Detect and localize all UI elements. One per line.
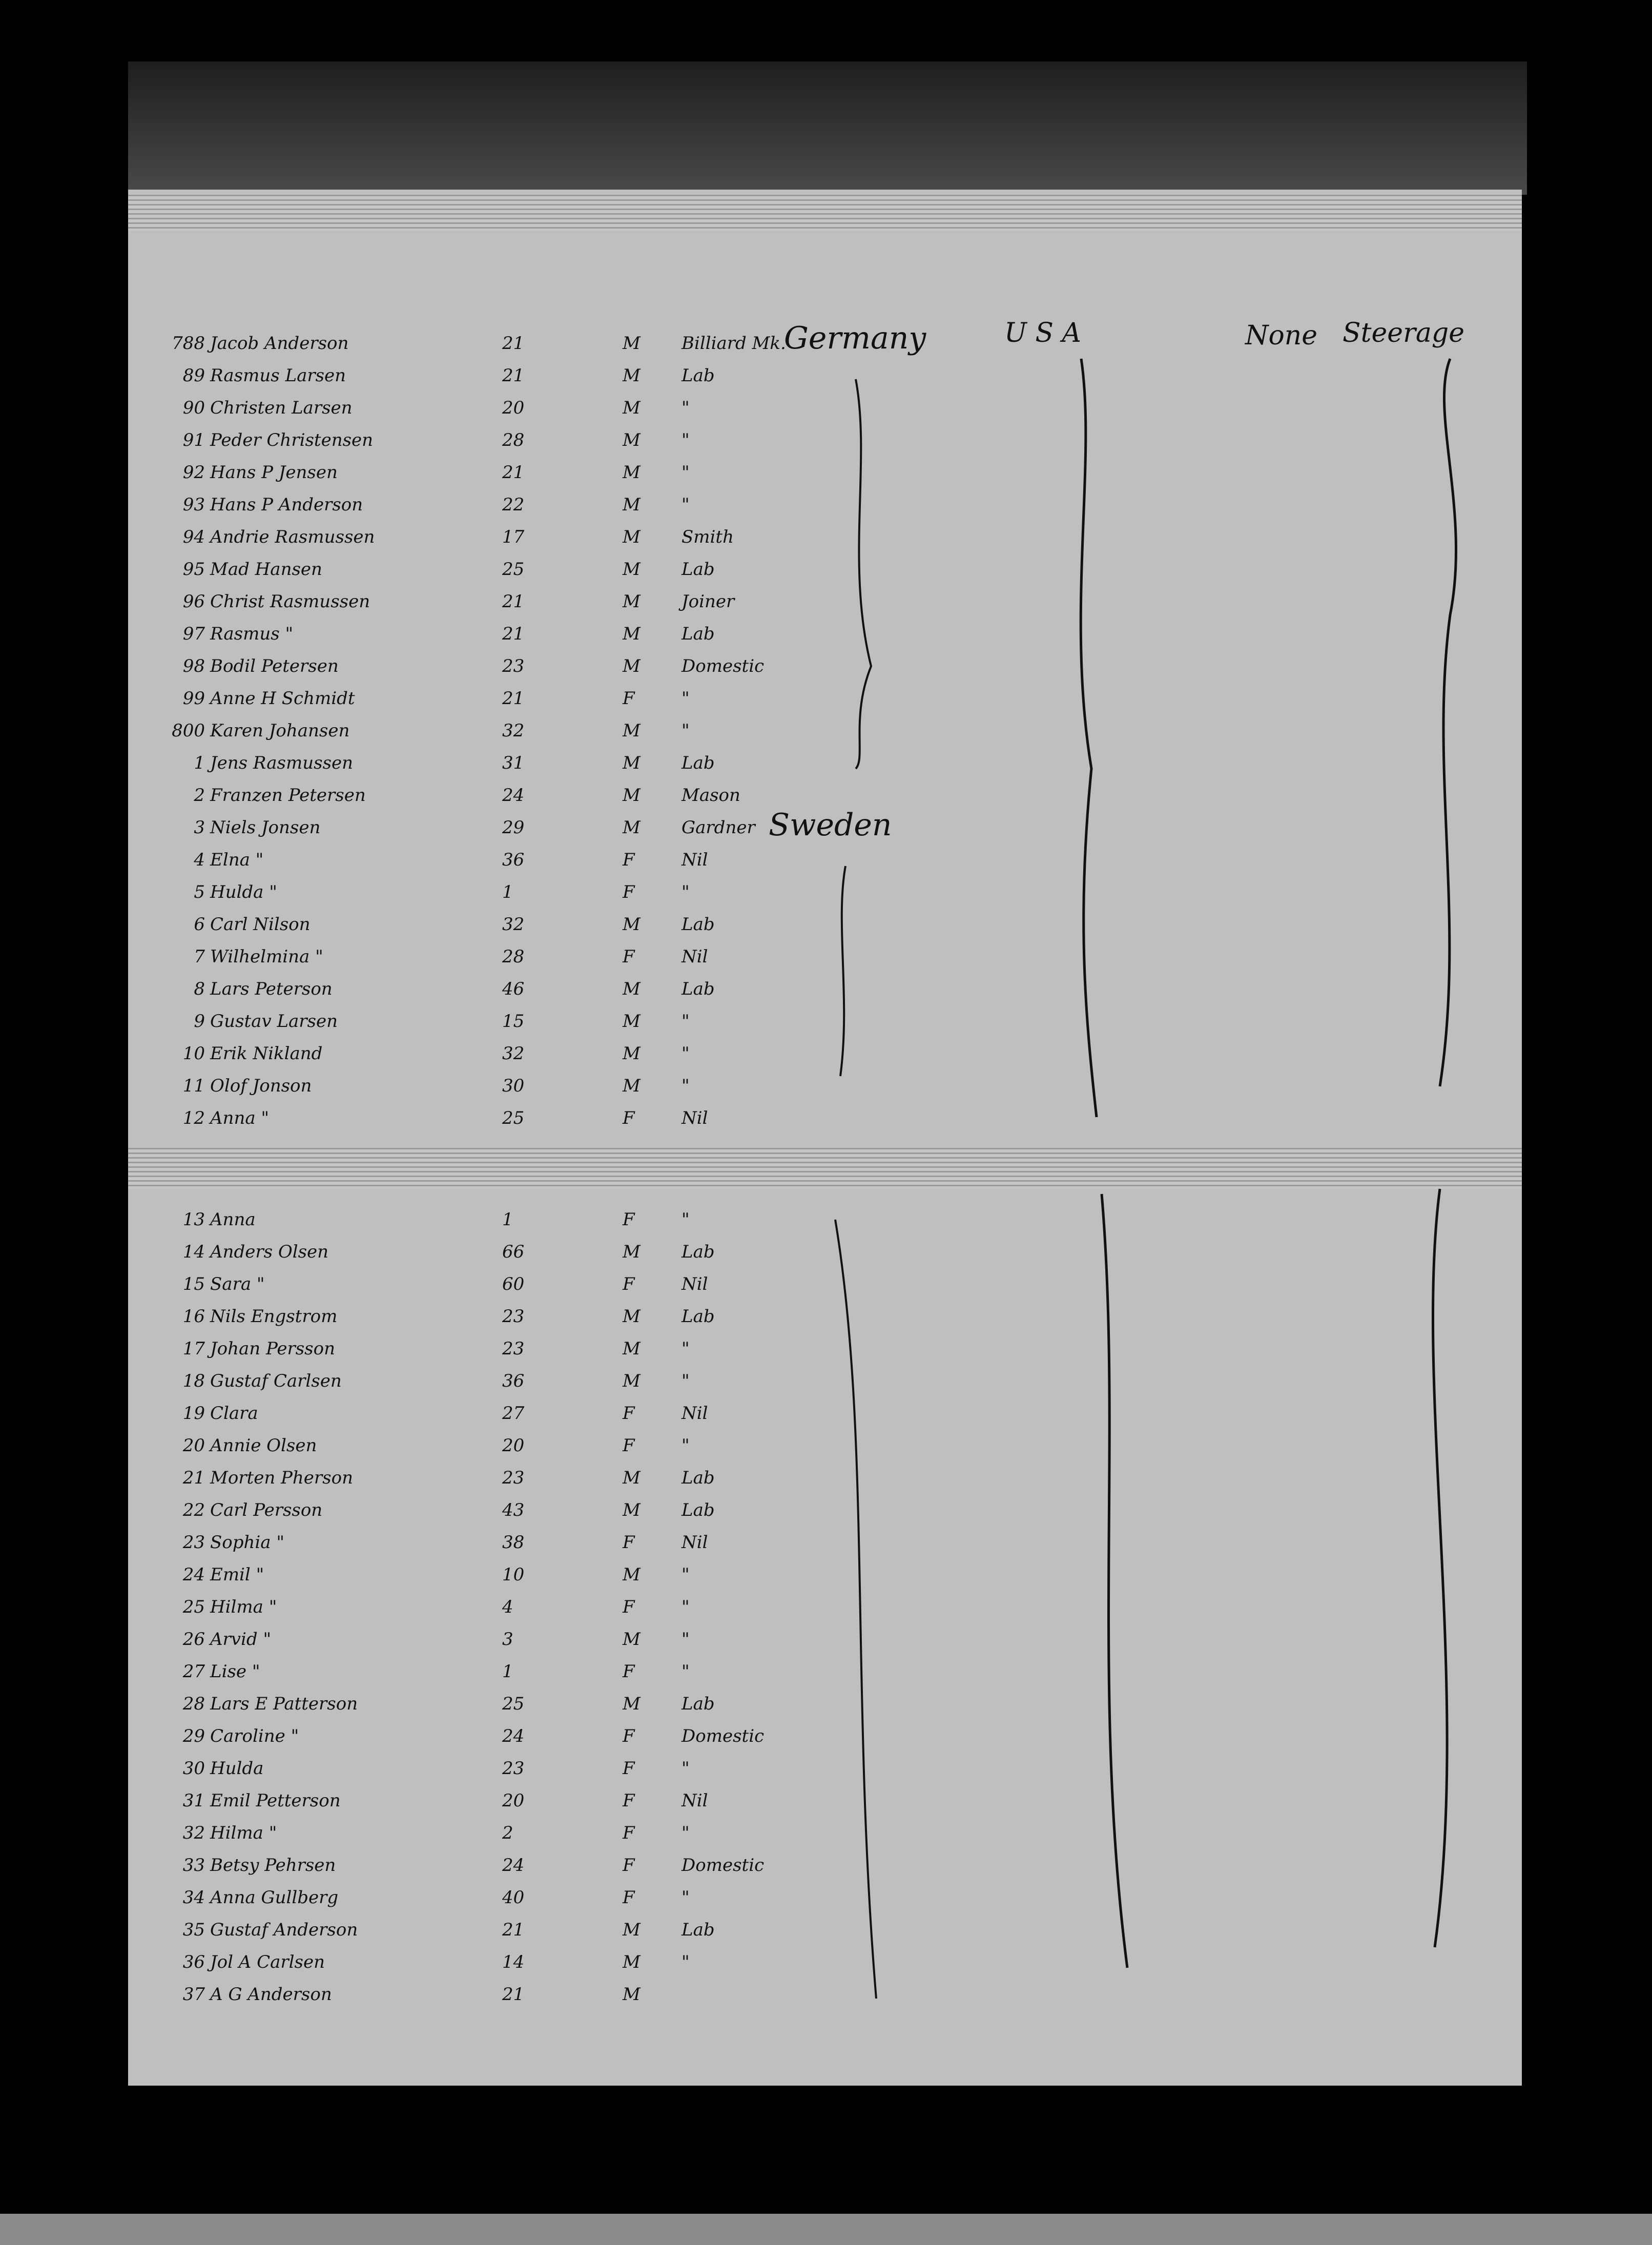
passenger-num: 99 <box>182 688 205 709</box>
passenger-sex: M <box>623 1629 641 1650</box>
country-germany: Germany <box>784 320 926 356</box>
passenger-occ: " <box>682 1597 690 1617</box>
passenger-occ: Nil <box>682 1532 708 1553</box>
passenger-sex: F <box>623 1597 635 1617</box>
passenger-occ: Lab <box>682 1468 715 1488</box>
passenger-occ: Mason <box>682 785 740 806</box>
passenger-num: 93 <box>182 495 205 515</box>
passenger-age: 24 <box>502 1726 525 1746</box>
passenger-occ: " <box>682 1758 690 1779</box>
passenger-num: 35 <box>182 1920 205 1940</box>
passenger-age: 1 <box>502 882 513 902</box>
passenger-name: Hans P Jensen <box>210 462 338 483</box>
passenger-occ: Lab <box>682 753 715 773</box>
passenger-name: Johan Persson <box>210 1338 335 1359</box>
passenger-age: 28 <box>502 430 525 450</box>
passenger-sex: F <box>623 1758 635 1779</box>
passenger-age: 43 <box>502 1500 525 1520</box>
passenger-age: 10 <box>502 1564 525 1585</box>
passenger-age: 2 <box>502 1823 513 1843</box>
passenger-age: 17 <box>502 527 525 547</box>
passenger-sex: F <box>623 1823 635 1843</box>
passenger-sex: M <box>623 979 641 999</box>
passenger-sex: M <box>623 1984 641 2005</box>
passenger-age: 31 <box>502 753 525 773</box>
passenger-sex: F <box>623 1274 635 1294</box>
passenger-sex: M <box>623 1011 641 1032</box>
passenger-occ: " <box>682 1209 690 1230</box>
passenger-num: 22 <box>182 1500 205 1520</box>
passenger-occ: " <box>682 1371 690 1391</box>
passenger-num: 95 <box>182 559 205 580</box>
passenger-name: Niels Jonsen <box>210 817 321 838</box>
passenger-age: 1 <box>502 1661 513 1682</box>
passenger-occ: Lab <box>682 624 715 644</box>
passenger-num: 17 <box>182 1338 205 1359</box>
passenger-name: Rasmus " <box>210 624 294 644</box>
passenger-sex: M <box>623 591 641 612</box>
passenger-name: Hilma " <box>210 1823 277 1843</box>
passenger-occ: " <box>682 688 690 709</box>
passenger-age: 21 <box>502 688 525 709</box>
passenger-age: 32 <box>502 914 525 935</box>
passenger-name: Peder Christensen <box>210 430 374 450</box>
passenger-sex: M <box>623 495 641 515</box>
passenger-sex: M <box>623 462 641 483</box>
passenger-name: Gustaf Carlsen <box>210 1371 342 1391</box>
passenger-name: Bodil Petersen <box>210 656 339 676</box>
passenger-age: 29 <box>502 817 525 838</box>
passenger-num: 31 <box>182 1790 205 1811</box>
passenger-sex: F <box>623 1855 635 1876</box>
passenger-sex: M <box>623 914 641 935</box>
passenger-occ: Lab <box>682 979 715 999</box>
passenger-sex: M <box>623 559 641 580</box>
passenger-name: Hans P Anderson <box>210 495 363 515</box>
passenger-sex: F <box>623 1887 635 1908</box>
passenger-occ: Lab <box>682 1694 715 1714</box>
passenger-age: 23 <box>502 1758 525 1779</box>
passenger-name: Anna Gullberg <box>210 1887 339 1908</box>
passenger-name: Sara " <box>210 1274 265 1294</box>
passenger-occ: " <box>682 495 690 515</box>
passenger-occ: " <box>682 1564 690 1585</box>
passenger-age: 32 <box>502 720 525 741</box>
passenger-num: 16 <box>182 1306 205 1327</box>
passenger-sex: M <box>623 1306 641 1327</box>
passenger-age: 25 <box>502 1108 525 1128</box>
passenger-num: 18 <box>182 1371 205 1391</box>
passenger-name: Caroline " <box>210 1726 299 1746</box>
passenger-num: 94 <box>182 527 205 547</box>
passenger-name: Olof Jonson <box>210 1076 312 1096</box>
passenger-num: 20 <box>182 1435 205 1456</box>
passenger-age: 24 <box>502 1855 525 1876</box>
passenger-name: Christen Larsen <box>210 398 353 418</box>
passenger-num: 29 <box>182 1726 205 1746</box>
passenger-sex: F <box>623 1726 635 1746</box>
passenger-age: 23 <box>502 1306 525 1327</box>
passenger-sex: F <box>623 1790 635 1811</box>
passenger-occ: " <box>682 1661 690 1682</box>
passenger-num: 30 <box>182 1758 205 1779</box>
passenger-name: Mad Hansen <box>210 559 322 580</box>
passenger-num: 2 <box>194 785 205 806</box>
passenger-occ: " <box>682 1887 690 1908</box>
passenger-age: 22 <box>502 495 525 515</box>
passenger-name: Anna <box>210 1209 256 1230</box>
passenger-age: 21 <box>502 1920 525 1940</box>
passenger-num: 8 <box>194 979 205 999</box>
passenger-occ: Nil <box>682 1790 708 1811</box>
passenger-age: 14 <box>502 1952 525 1972</box>
passenger-sex: M <box>623 1076 641 1096</box>
passenger-name: Jacob Anderson <box>210 333 349 354</box>
passenger-name: Karen Johansen <box>210 720 350 741</box>
passenger-num: 800 <box>172 720 205 741</box>
passenger-age: 66 <box>502 1242 525 1262</box>
passenger-age: 21 <box>502 624 525 644</box>
passenger-num: 7 <box>194 946 205 967</box>
passenger-sex: F <box>623 1661 635 1682</box>
passenger-occ: Lab <box>682 1242 715 1262</box>
passenger-sex: M <box>623 753 641 773</box>
passenger-sex: M <box>623 527 641 547</box>
passenger-sex: M <box>623 720 641 741</box>
passenger-sex: M <box>623 656 641 676</box>
passenger-num: 23 <box>182 1532 205 1553</box>
passenger-name: Carl Persson <box>210 1500 323 1520</box>
passenger-age: 36 <box>502 1371 525 1391</box>
passenger-sex: M <box>623 1043 641 1064</box>
passenger-name: Betsy Pehrsen <box>210 1855 336 1876</box>
passenger-name: Nils Engstrom <box>210 1306 338 1327</box>
passage-class: Steerage <box>1343 318 1464 348</box>
passenger-age: 21 <box>502 591 525 612</box>
passenger-occ: " <box>682 1629 690 1650</box>
passenger-name: Hulda " <box>210 882 277 902</box>
passenger-name: Jens Rasmussen <box>210 753 354 773</box>
passenger-occ: " <box>682 1338 690 1359</box>
passenger-num: 37 <box>182 1984 205 2005</box>
passenger-name: Lars E Patterson <box>210 1694 358 1714</box>
passenger-occ: " <box>682 1823 690 1843</box>
passenger-occ: Gardner <box>682 817 755 838</box>
passenger-age: 21 <box>502 462 525 483</box>
passenger-occ: Smith <box>682 527 734 547</box>
passenger-num: 28 <box>182 1694 205 1714</box>
passenger-age: 20 <box>502 398 525 418</box>
passenger-name: Annie Olsen <box>210 1435 317 1456</box>
passenger-num: 15 <box>182 1274 205 1294</box>
passenger-occ: Nil <box>682 850 708 870</box>
passenger-name: A G Anderson <box>210 1984 332 2005</box>
passenger-num: 13 <box>182 1209 205 1230</box>
passenger-num: 90 <box>182 398 205 418</box>
passenger-name: Anna " <box>210 1108 270 1128</box>
passenger-name: Wilhelmina " <box>210 946 323 967</box>
passenger-age: 20 <box>502 1435 525 1456</box>
passenger-num: 14 <box>182 1242 205 1262</box>
passenger-num: 25 <box>182 1597 205 1617</box>
passenger-occ: Nil <box>682 1274 708 1294</box>
passenger-sex: M <box>623 817 641 838</box>
passenger-name: Hilma " <box>210 1597 277 1617</box>
passenger-name: Arvid " <box>210 1629 272 1650</box>
passenger-occ: " <box>682 1043 690 1064</box>
passenger-name: Anders Olsen <box>210 1242 329 1262</box>
passenger-num: 788 <box>172 333 205 354</box>
passenger-name: Rasmus Larsen <box>210 365 346 386</box>
passenger-num: 27 <box>182 1661 205 1682</box>
passenger-num: 97 <box>182 624 205 644</box>
passenger-age: 15 <box>502 1011 525 1032</box>
passenger-age: 23 <box>502 1338 525 1359</box>
passenger-occ: " <box>682 398 690 418</box>
passenger-num: 92 <box>182 462 205 483</box>
passenger-sex: F <box>623 1209 635 1230</box>
passenger-age: 1 <box>502 1209 513 1230</box>
passenger-sex: M <box>623 398 641 418</box>
passenger-num: 10 <box>182 1043 205 1064</box>
passenger-occ: Nil <box>682 1108 708 1128</box>
passenger-occ: Lab <box>682 1920 715 1940</box>
passenger-occ: " <box>682 1011 690 1032</box>
passenger-age: 38 <box>502 1532 525 1553</box>
passenger-name: Sophia " <box>210 1532 285 1553</box>
passenger-num: 96 <box>182 591 205 612</box>
passenger-name: Elna " <box>210 850 264 870</box>
passenger-age: 20 <box>502 1790 525 1811</box>
passenger-age: 4 <box>502 1597 513 1617</box>
passenger-sex: M <box>623 1242 641 1262</box>
passenger-num: 11 <box>182 1076 205 1096</box>
passenger-occ: " <box>682 462 690 483</box>
passenger-sex: M <box>623 624 641 644</box>
passenger-age: 21 <box>502 1984 525 2005</box>
passenger-num: 4 <box>194 850 205 870</box>
passenger-occ: Nil <box>682 1403 708 1424</box>
passenger-sex: F <box>623 1435 635 1456</box>
passenger-occ: Joiner <box>682 591 735 612</box>
passenger-occ: " <box>682 430 690 450</box>
passenger-age: 24 <box>502 785 525 806</box>
passenger-age: 23 <box>502 656 525 676</box>
passenger-name: Franzen Petersen <box>210 785 366 806</box>
passenger-name: Christ Rasmussen <box>210 591 370 612</box>
passenger-occ: Domestic <box>682 656 765 676</box>
passenger-age: 25 <box>502 1694 525 1714</box>
passenger-age: 3 <box>502 1629 513 1650</box>
passenger-sex: F <box>623 1403 635 1424</box>
passenger-name: Morten Pherson <box>210 1468 353 1488</box>
passenger-occ: " <box>682 1952 690 1972</box>
destination: U S A <box>1004 318 1082 348</box>
baggage: None <box>1245 320 1318 351</box>
passenger-num: 9 <box>194 1011 205 1032</box>
passenger-sex: M <box>623 1371 641 1391</box>
passenger-num: 24 <box>182 1564 205 1585</box>
passenger-sex: F <box>623 1108 635 1128</box>
passenger-name: Lise " <box>210 1661 260 1682</box>
passenger-sex: F <box>623 946 635 967</box>
passenger-age: 27 <box>502 1403 525 1424</box>
passenger-sex: F <box>623 688 635 709</box>
passenger-age: 46 <box>502 979 525 999</box>
passenger-age: 21 <box>502 365 525 386</box>
passenger-age: 28 <box>502 946 525 967</box>
passenger-name: Clara <box>210 1403 258 1424</box>
passenger-age: 40 <box>502 1887 525 1908</box>
passenger-age: 21 <box>502 333 525 354</box>
passenger-sex: F <box>623 1532 635 1553</box>
passenger-occ: Lab <box>682 559 715 580</box>
passenger-occ: " <box>682 1076 690 1096</box>
passenger-occ: " <box>682 882 690 902</box>
passenger-name: Gustaf Anderson <box>210 1920 358 1940</box>
passenger-num: 3 <box>194 817 205 838</box>
passenger-num: 6 <box>194 914 205 935</box>
passenger-name: Emil " <box>210 1564 264 1585</box>
passenger-name: Erik Nikland <box>210 1043 323 1064</box>
passenger-num: 34 <box>182 1887 205 1908</box>
passenger-sex: F <box>623 882 635 902</box>
passenger-sex: M <box>623 1500 641 1520</box>
passenger-num: 1 <box>194 753 205 773</box>
passenger-name: Jol A Carlsen <box>210 1952 325 1972</box>
passenger-num: 33 <box>182 1855 205 1876</box>
passenger-occ: Billiard Mk. <box>682 333 786 354</box>
passenger-num: 32 <box>182 1823 205 1843</box>
passenger-occ: Lab <box>682 1500 715 1520</box>
passenger-name: Emil Petterson <box>210 1790 341 1811</box>
passenger-sex: M <box>623 1694 641 1714</box>
passenger-sex: M <box>623 1338 641 1359</box>
passenger-occ: Nil <box>682 946 708 967</box>
passenger-age: 30 <box>502 1076 525 1096</box>
passenger-sex: M <box>623 1920 641 1940</box>
passenger-num: 21 <box>182 1468 205 1488</box>
passenger-age: 25 <box>502 559 525 580</box>
passenger-num: 12 <box>182 1108 205 1128</box>
passenger-num: 19 <box>182 1403 205 1424</box>
passenger-occ: " <box>682 1435 690 1456</box>
passenger-sex: M <box>623 365 641 386</box>
passenger-num: 98 <box>182 656 205 676</box>
passenger-num: 26 <box>182 1629 205 1650</box>
passenger-age: 36 <box>502 850 525 870</box>
passenger-sex: M <box>623 430 641 450</box>
passenger-occ: Lab <box>682 365 715 386</box>
passenger-name: Gustav Larsen <box>210 1011 338 1032</box>
passenger-sex: M <box>623 1952 641 1972</box>
passenger-sex: M <box>623 785 641 806</box>
passenger-age: 32 <box>502 1043 525 1064</box>
passenger-name: Hulda <box>210 1758 264 1779</box>
passenger-sex: F <box>623 850 635 870</box>
passenger-sex: M <box>623 1468 641 1488</box>
passenger-age: 60 <box>502 1274 525 1294</box>
passenger-age: 23 <box>502 1468 525 1488</box>
passenger-num: 89 <box>182 365 205 386</box>
passenger-occ: Lab <box>682 1306 715 1327</box>
passenger-num: 91 <box>182 430 205 450</box>
passenger-sex: M <box>623 333 641 354</box>
passenger-num: 5 <box>194 882 205 902</box>
passenger-name: Lars Peterson <box>210 979 333 999</box>
passenger-occ: " <box>682 720 690 741</box>
passenger-name: Carl Nilson <box>210 914 311 935</box>
passenger-sex: M <box>623 1564 641 1585</box>
passenger-name: Anne H Schmidt <box>210 688 355 709</box>
passenger-occ: Lab <box>682 914 715 935</box>
passenger-num: 36 <box>182 1952 205 1972</box>
passenger-occ: Domestic <box>682 1855 765 1876</box>
passenger-occ: Domestic <box>682 1726 765 1746</box>
country-sweden: Sweden <box>769 807 892 843</box>
passenger-name: Andrie Rasmussen <box>210 527 375 547</box>
